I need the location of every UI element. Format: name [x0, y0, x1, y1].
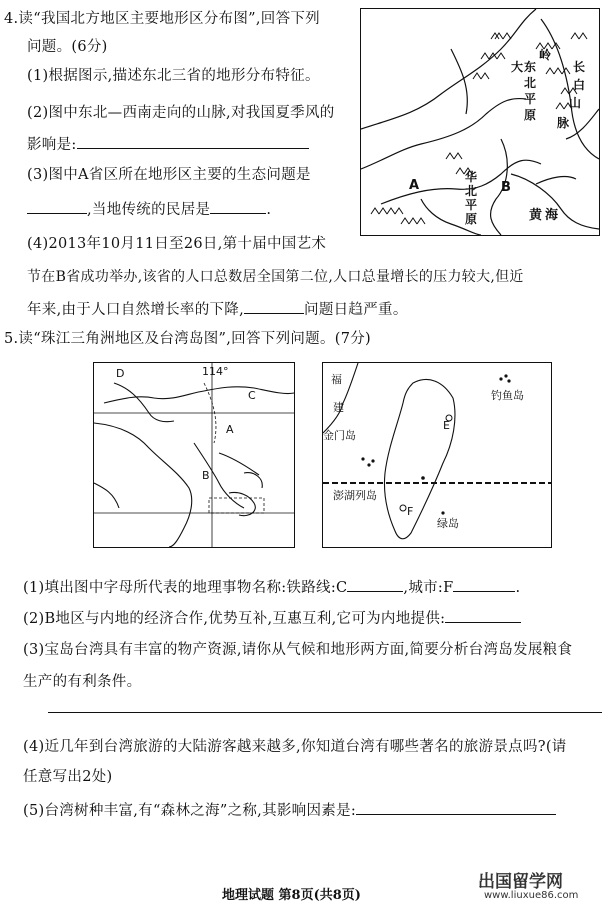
q4-sub4a: (4)2013年10月11日至26日,第十届中国艺术 [27, 236, 327, 252]
answer-blank[interactable] [347, 577, 403, 592]
map-label-b: B [202, 469, 210, 482]
q4-sub4d-label: 问题日趋严重。 [304, 302, 408, 318]
q5-title: 5.读“珠江三角洲地区及台湾岛图”,回答下列问题。(7分) [4, 331, 372, 347]
q5-sub4a: (4)近几年到台湾旅游的大陆游客越来越多,你知道台湾有哪些著名的旅游景点吗?(请 [23, 739, 567, 755]
answer-blank[interactable] [27, 199, 87, 214]
map-label: 东 [524, 60, 537, 74]
q4-title-line2: 问题。(6分) [27, 39, 108, 55]
map-label-e: E [443, 419, 450, 432]
map-label: 海 [545, 208, 559, 223]
map-label: 北 [465, 184, 478, 198]
q5-sub4b: 任意写出2处) [23, 769, 113, 785]
map-label: 山 [569, 96, 582, 110]
map-label: 脉 [557, 116, 570, 130]
q4-sub1: (1)根据图示,描述东北三省的地形分布特征。 [27, 68, 320, 84]
answer-blank[interactable] [244, 299, 304, 314]
map-label-jinmen: 金门岛 [323, 429, 356, 442]
map-label-a: A [226, 423, 234, 436]
q4-sub2b-label: 影响是: [27, 137, 77, 153]
map-label-c: C [248, 389, 256, 402]
map-label-longitude: 114° [202, 365, 229, 378]
taiwan-island-map [322, 362, 552, 548]
map-label: 黄 [529, 208, 543, 223]
map-label: 北 [524, 76, 537, 90]
q4-sub4b: 节在B省成功举办,该省的人口总数居全国第二位,人口总量增长的压力较大,但近 [27, 269, 524, 285]
q5-sub3a: (3)宝岛台湾具有丰富的物产资源,请你从气候和地形两方面,简要分析台湾岛发展粮食 [23, 642, 573, 658]
q5-sub2 [23, 608, 521, 628]
q4-sub3b: ,当地传统的民居是 . [27, 199, 271, 219]
q5-sub1-label: (1)填出图中字母所代表的地理事物名称:铁路线:C [23, 580, 348, 596]
q5-sub3b: 生产的有利条件。 [23, 674, 142, 690]
q5-sub5 [23, 800, 556, 820]
map-label-diaoyu: 钓鱼岛 [491, 389, 524, 402]
answer-blank[interactable] [453, 577, 515, 592]
answer-line[interactable] [48, 712, 602, 713]
map-label-lvdao: 绿岛 [437, 517, 459, 530]
page-footer: 地理试题 第8页(共8页) [222, 888, 361, 903]
map-label-d: D [116, 367, 125, 380]
q4-sub3b-label: ,当地传统的民居是 [87, 202, 211, 218]
q5-sub1: (1)填出图中字母所代表的地理事物名称:铁路线:C ,城市:F . [23, 577, 520, 597]
map-label: 岭 [539, 48, 552, 62]
pearl-river-delta-map [93, 362, 295, 548]
map-label-b: B [501, 180, 511, 195]
q4-sub4c [27, 299, 408, 319]
q4-sub2b [27, 134, 309, 154]
delta-map-svg [94, 363, 294, 547]
map-label-f: F [407, 505, 414, 518]
terrain-map-svg [361, 9, 599, 235]
answer-blank[interactable] [210, 199, 266, 214]
q5-sub2-label: (2)B地区与内地的经济合作,优势互补,互惠互利,它可为内地提供: [23, 611, 446, 627]
q4-sub3a: (3)图中A省区所在地形区主要的生态问题是 [27, 167, 311, 183]
q5-sub5-label: (5)台湾树种丰富,有“森林之海”之称,其影响因素是: [23, 803, 357, 819]
q4-sub2a: (2)图中东北—西南走向的山脉,对我国夏季风的 [27, 105, 335, 121]
map-label: 大 [511, 60, 524, 74]
map-label: 白 [573, 78, 586, 92]
map-label: 原 [524, 108, 537, 122]
answer-blank[interactable] [445, 608, 521, 623]
map-label: 平 [465, 198, 478, 212]
north-china-terrain-map [360, 8, 600, 236]
map-label: 长 [573, 60, 586, 74]
map-label: 原 [465, 212, 478, 226]
map-label: 平 [524, 92, 537, 106]
answer-blank[interactable] [77, 134, 309, 149]
map-label: 福 [331, 373, 342, 386]
watermark-brand: 出国留学网 [478, 872, 563, 892]
answer-blank[interactable] [356, 800, 556, 815]
map-label: 华 [465, 170, 478, 184]
taiwan-map-svg [323, 363, 551, 547]
map-label-a: A [409, 178, 420, 193]
map-label-penghu: 澎湖列岛 [333, 489, 377, 502]
q5-sub1b-label: ,城市:F [403, 580, 454, 596]
map-label: 建 [333, 401, 344, 414]
q4-title: 4.读“我国北方地区主要地形区分布图”,回答下列 [4, 11, 320, 27]
q4-sub4c-label: 年来,由于人口自然增长率的下降, [27, 302, 245, 318]
watermark-url: www.liuxue86.com [484, 890, 579, 901]
